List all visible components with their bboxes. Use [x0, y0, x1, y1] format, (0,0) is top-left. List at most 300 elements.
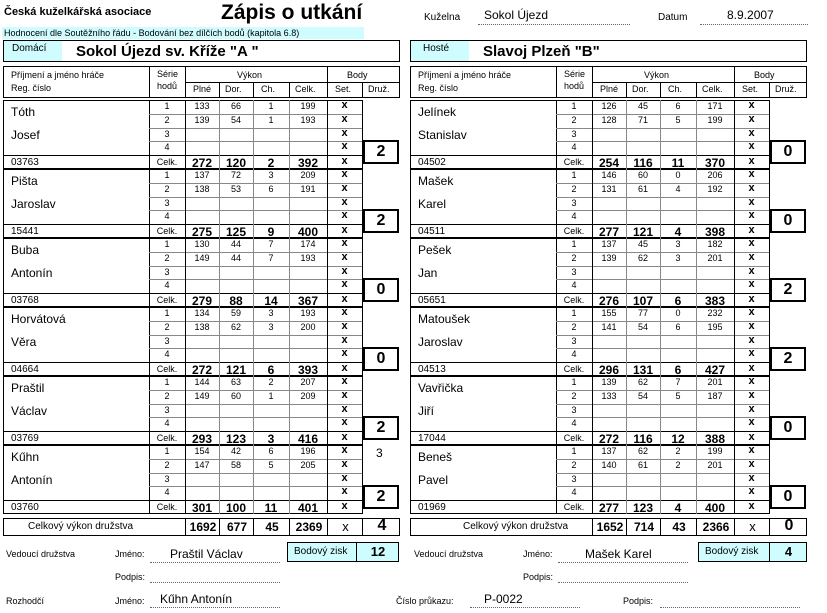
home-series-value: 62: [230, 322, 241, 332]
home-player-total-label: Celk.: [156, 226, 178, 236]
home-player-total-value: 88: [229, 294, 243, 308]
home-player-total-value: 2: [267, 156, 275, 170]
home-label: Domácí: [4, 41, 62, 61]
venue-value: Sokol Újezd: [484, 8, 549, 22]
away-label: Hosté: [411, 41, 469, 61]
home-series-value: 205: [300, 460, 316, 470]
away-player-total-value: 383: [704, 294, 726, 308]
away-series-value: 201: [707, 460, 723, 470]
away-set-mark: x: [748, 140, 755, 152]
home-series-number: 4: [164, 349, 170, 359]
home-series-number: 2: [164, 184, 170, 194]
home-full-header: Plné: [193, 84, 212, 94]
away-series-number: 2: [571, 184, 577, 194]
away-player-firstname: Jan: [418, 266, 438, 280]
home-set-header: Set.: [335, 84, 352, 94]
home-points-gain: [287, 542, 399, 562]
card-number-label: Číslo průkazu:: [396, 596, 454, 606]
home-series-value: 66: [230, 101, 241, 111]
home-player-total-value: 392: [297, 156, 319, 170]
away-set-mark: x: [748, 416, 755, 428]
away-set-mark: x: [748, 347, 755, 359]
home-series-number: 1: [164, 101, 170, 111]
away-series-value: 61: [637, 184, 648, 194]
date-value: 8.9.2007: [727, 8, 774, 22]
away-player-total-value: 296: [598, 363, 620, 377]
away-series-value: 71: [637, 115, 648, 125]
away-gain-label: Bodový zisk: [705, 546, 759, 557]
home-series-value: 139: [194, 115, 210, 125]
org-name: Česká kuželkářská asociace: [4, 6, 152, 18]
home-series-number: 4: [164, 142, 170, 152]
away-set-mark: x: [748, 458, 755, 470]
away-series-number: 1: [571, 239, 577, 249]
home-series-value: 59: [230, 308, 241, 318]
away-series-value: 61: [637, 460, 648, 470]
home-team-total-label: Celkový výkon družstva: [28, 521, 134, 532]
home-player-total-value: 416: [297, 432, 319, 446]
home-set-mark: x: [341, 458, 348, 470]
home-player-total-label: Celk.: [156, 433, 178, 443]
away-player-total-value: 131: [632, 363, 654, 377]
home-team-set-mark: x: [342, 519, 349, 534]
away-set-mark: x: [748, 155, 755, 167]
home-series-value: 58: [230, 460, 241, 470]
away-player-total-value: 276: [598, 294, 620, 308]
home-player-total-value: 3: [267, 432, 275, 446]
home-series-value: 193: [300, 115, 316, 125]
away-series-number: 2: [571, 115, 577, 125]
away-series-number: 4: [571, 487, 577, 497]
home-player-total-value: 14: [264, 294, 278, 308]
away-player-reg-number: 01969: [418, 502, 446, 513]
home-series-value: 138: [194, 184, 210, 194]
away-player-block: [410, 445, 807, 514]
home-series-number: 4: [164, 280, 170, 290]
home-player-block: [3, 238, 400, 307]
home-series-number: 4: [164, 487, 170, 497]
home-player-surname: Praštil: [11, 381, 45, 395]
home-series-value: 54: [230, 115, 241, 125]
away-player-surname: Beneš: [418, 450, 453, 464]
away-series-number: 3: [571, 198, 577, 208]
away-player-total-value: 400: [704, 501, 726, 515]
home-series-header: Série: [157, 69, 179, 79]
away-miss-header: Ch.: [668, 84, 683, 94]
home-series-value: 199: [300, 101, 316, 111]
away-series-value: 137: [601, 239, 617, 249]
away-series-value: 139: [601, 377, 617, 387]
away-series-value: 133: [601, 391, 617, 401]
away-player-total-value: 12: [671, 432, 685, 446]
away-set-mark: x: [748, 182, 755, 194]
away-set-mark: x: [748, 209, 755, 221]
referee-label: Rozhodčí: [6, 596, 45, 606]
away-player-total-value: 277: [598, 225, 620, 239]
away-player-firstname: Jaroslav: [418, 335, 463, 349]
away-player-total-value: 388: [704, 432, 726, 446]
home-leader-name: Praštil Václav: [170, 547, 243, 561]
away-player-total-label: Celk.: [563, 295, 585, 305]
away-sign-label: Podpis:: [523, 572, 554, 582]
home-team-box: [3, 40, 400, 62]
away-team-total-value: 1652: [596, 520, 624, 534]
away-player-points: 0: [770, 140, 806, 164]
away-series-value: 45: [637, 239, 648, 249]
away-set-mark: x: [748, 113, 755, 125]
away-series-value: 195: [707, 322, 723, 332]
away-series-value: 6: [675, 101, 681, 111]
home-gain-label: Bodový zisk: [294, 546, 348, 557]
home-series-value: 42: [230, 446, 241, 456]
home-player-total-value: 272: [191, 363, 213, 377]
home-player-total-value: 293: [191, 432, 213, 446]
away-player-firstname: Karel: [418, 197, 447, 211]
away-player-reg-number: 04511: [418, 226, 446, 237]
home-player-total-value: 123: [225, 432, 247, 446]
away-series-number: 4: [571, 211, 577, 221]
home-series-number: 3: [164, 129, 170, 139]
home-set-mark: x: [341, 375, 348, 387]
away-series-value: 171: [707, 101, 723, 111]
away-series-value: 131: [601, 184, 617, 194]
home-player-total-value: 279: [191, 294, 213, 308]
home-series-value: 72: [230, 170, 241, 180]
away-player-block: [410, 376, 807, 445]
home-player-total-value: 120: [225, 156, 247, 170]
away-series-value: 3: [675, 239, 681, 249]
home-series-value: 193: [300, 253, 316, 263]
home-set-mark: x: [341, 209, 348, 221]
away-series-value: 62: [637, 253, 648, 263]
home-series-value: 209: [300, 170, 316, 180]
away-player-firstname: Jiří: [418, 404, 434, 418]
away-reg-number-header: Reg. číslo: [418, 83, 459, 93]
home-series-value: 174: [300, 239, 316, 249]
away-series-value: 141: [601, 322, 617, 332]
away-player-firstname: Pavel: [418, 473, 449, 487]
home-player-total-label: Celk.: [156, 502, 178, 512]
away-set-mark: x: [748, 334, 755, 346]
away-score-table: [410, 66, 807, 539]
away-series-value: 201: [707, 377, 723, 387]
home-set-mark: x: [341, 182, 348, 194]
away-series-number: 4: [571, 142, 577, 152]
away-set-mark: x: [748, 224, 755, 236]
away-series-value: 0: [675, 170, 681, 180]
referee-name: Kűhn Antonín: [160, 592, 233, 606]
home-player-total-value: 275: [191, 225, 213, 239]
home-set-mark: x: [341, 334, 348, 346]
referee-name-label: Jméno:: [115, 596, 145, 606]
home-player-reg-number: 03769: [11, 433, 39, 444]
away-set-mark: x: [748, 168, 755, 180]
away-total-header: Celk.: [702, 84, 723, 94]
home-series-value: 207: [300, 377, 316, 387]
away-player-total-value: 272: [598, 432, 620, 446]
home-player-firstname: Václav: [11, 404, 48, 418]
home-gain-value: 12: [370, 544, 386, 559]
away-series-number: 1: [571, 308, 577, 318]
home-player-total-value: 100: [225, 501, 247, 515]
home-set-mark: x: [341, 99, 348, 111]
away-series-value: 199: [707, 115, 723, 125]
home-player-total-value: 400: [297, 225, 319, 239]
away-player-block: [410, 169, 807, 238]
away-player-total-value: 107: [632, 294, 654, 308]
home-series-value: 144: [194, 377, 210, 387]
away-series-value: 60: [637, 170, 648, 180]
away-player-reg-number: 17044: [418, 433, 446, 444]
away-player-total-value: 6: [674, 363, 682, 377]
home-player-total-label: Celk.: [156, 295, 178, 305]
away-team-box: [410, 40, 807, 62]
home-set-mark: x: [341, 500, 348, 512]
away-player-total-value: 123: [632, 501, 654, 515]
away-set-mark: x: [748, 362, 755, 374]
referee-sign-label: Podpis:: [623, 596, 654, 606]
home-player-total-value: 6: [267, 363, 275, 377]
away-player-surname: Mašek: [418, 174, 454, 188]
home-player-reg-number: 03763: [11, 157, 39, 168]
away-player-block: [410, 307, 807, 376]
home-handwritten-note: 3: [376, 446, 383, 460]
away-set-mark: x: [748, 306, 755, 318]
away-series-value: 155: [601, 308, 617, 318]
home-player-firstname: Antonín: [11, 473, 53, 487]
away-set-mark: x: [748, 251, 755, 263]
away-set-mark: x: [748, 431, 755, 443]
home-series-value: 137: [194, 170, 210, 180]
home-player-total-value: 9: [267, 225, 275, 239]
away-series-number: 3: [571, 474, 577, 484]
home-total-header: Celk.: [295, 84, 316, 94]
away-leader-label: Vedoucí družstva: [414, 549, 484, 559]
away-series-value: 2: [675, 446, 681, 456]
away-player-total-value: 254: [598, 156, 620, 170]
home-player-name-header: Příjmení a jméno hráče: [11, 70, 105, 80]
away-series-value: 232: [707, 308, 723, 318]
away-series-number: 2: [571, 460, 577, 470]
away-series-value: 146: [601, 170, 617, 180]
home-player-firstname: Josef: [11, 128, 40, 142]
home-reg-number-header: Reg. číslo: [11, 83, 52, 93]
home-set-mark: x: [341, 403, 348, 415]
away-set-mark: x: [748, 196, 755, 208]
home-set-mark: x: [341, 485, 348, 497]
home-team-total-value: 677: [226, 520, 248, 534]
home-player-surname: Buba: [11, 243, 40, 257]
home-team-total-row: [3, 518, 400, 536]
away-player-points: 0: [770, 209, 806, 233]
home-player-block: [3, 307, 400, 376]
home-series-value: 7: [268, 253, 274, 263]
home-series-number: 3: [164, 267, 170, 277]
away-team-total-value: 714: [633, 520, 655, 534]
home-series-value: 1: [268, 101, 274, 111]
home-set-mark: x: [341, 444, 348, 456]
away-series-value: 45: [637, 101, 648, 111]
away-set-mark: x: [748, 320, 755, 332]
away-player-surname: Pešek: [418, 243, 452, 257]
home-player-reg-number: 03768: [11, 295, 39, 306]
away-player-firstname: Stanislav: [418, 128, 467, 142]
home-series-value: 44: [230, 253, 241, 263]
home-series-value: 138: [194, 322, 210, 332]
home-team-name: Sokol Újezd sv. Kříže "A ": [76, 43, 259, 60]
home-leader-name-label: Jméno:: [115, 549, 145, 559]
home-set-mark: x: [341, 155, 348, 167]
away-player-points: 2: [770, 278, 806, 302]
home-set-mark: x: [341, 306, 348, 318]
away-player-name-header: Příjmení a jméno hráče: [418, 70, 512, 80]
card-number: P-0022: [484, 592, 523, 606]
away-series-number: 3: [571, 336, 577, 346]
home-series-header-2: hodů: [157, 81, 178, 91]
home-series-value: 134: [194, 308, 210, 318]
away-team-set-mark: x: [749, 519, 756, 534]
away-series-value: 62: [637, 377, 648, 387]
home-set-mark: x: [341, 196, 348, 208]
home-set-mark: x: [341, 472, 348, 484]
home-series-number: 3: [164, 474, 170, 484]
away-set-mark: x: [748, 389, 755, 401]
home-series-number: 4: [164, 418, 170, 428]
away-set-mark: x: [748, 472, 755, 484]
home-series-value: 3: [268, 170, 274, 180]
home-player-surname: Tóth: [11, 105, 36, 119]
away-series-value: 206: [707, 170, 723, 180]
away-series-value: 0: [675, 308, 681, 318]
away-player-total-label: Celk.: [563, 502, 585, 512]
home-set-mark: x: [341, 140, 348, 152]
date-label: Datum: [658, 12, 688, 23]
home-series-number: 4: [164, 211, 170, 221]
away-full-header: Plné: [600, 84, 619, 94]
away-player-total-value: 4: [674, 501, 682, 515]
home-series-value: 147: [194, 460, 210, 470]
home-set-mark: x: [341, 278, 348, 290]
away-player-total-value: 427: [704, 363, 726, 377]
home-set-mark: x: [341, 347, 348, 359]
away-series-value: 2: [675, 460, 681, 470]
away-player-total-value: 277: [598, 501, 620, 515]
away-series-value: 77: [637, 308, 648, 318]
away-series-value: 6: [675, 322, 681, 332]
home-set-mark: x: [341, 224, 348, 236]
home-series-value: 44: [230, 239, 241, 249]
home-series-value: 196: [300, 446, 316, 456]
away-series-number: 4: [571, 418, 577, 428]
home-team-points: 4: [377, 517, 387, 534]
home-series-value: 154: [194, 446, 210, 456]
home-series-number: 3: [164, 336, 170, 346]
away-series-value: 128: [601, 115, 617, 125]
away-series-number: 3: [571, 129, 577, 139]
home-team-points-header: Druž.: [368, 84, 390, 94]
home-series-value: 191: [300, 184, 316, 194]
away-set-mark: x: [748, 265, 755, 277]
home-set-mark: x: [341, 251, 348, 263]
venue-label: Kuželna: [424, 12, 461, 23]
home-player-reg-number: 15441: [11, 226, 39, 237]
away-player-reg-number: 04513: [418, 364, 446, 375]
home-player-surname: Pišta: [11, 174, 38, 188]
home-series-value: 1: [268, 115, 274, 125]
away-set-mark: x: [748, 500, 755, 512]
home-player-reg-number: 04664: [11, 364, 39, 375]
away-set-mark: x: [748, 99, 755, 111]
home-series-number: 1: [164, 170, 170, 180]
away-team-total-label: Celkový výkon družstva: [463, 521, 569, 532]
home-player-points: 0: [363, 347, 399, 371]
home-score-table: [3, 66, 400, 539]
home-series-value: 130: [194, 239, 210, 249]
away-team-total-value: 2366: [702, 520, 730, 534]
home-series-value: 193: [300, 308, 316, 318]
away-performance-header: Výkon: [644, 70, 670, 80]
away-series-value: 182: [707, 239, 723, 249]
home-clear-header: Dor.: [225, 84, 242, 94]
home-player-total-value: 11: [264, 501, 278, 515]
away-series-number: 3: [571, 405, 577, 415]
home-series-value: 3: [268, 322, 274, 332]
away-player-surname: Jelínek: [418, 105, 457, 119]
away-gain-value: 4: [784, 544, 793, 559]
home-series-value: 209: [300, 391, 316, 401]
home-player-total-value: 401: [297, 501, 319, 515]
home-series-number: 1: [164, 308, 170, 318]
away-series-value: 199: [707, 446, 723, 456]
away-set-mark: x: [748, 293, 755, 305]
home-player-total-value: 393: [297, 363, 319, 377]
home-points-header: Body: [347, 70, 368, 80]
home-series-number: 2: [164, 115, 170, 125]
away-series-number: 2: [571, 322, 577, 332]
away-series-header-2: hodů: [564, 81, 585, 91]
home-series-number: 1: [164, 446, 170, 456]
home-team-total-value: 1692: [189, 520, 217, 534]
home-series-value: 53: [230, 184, 241, 194]
home-player-total-value: 272: [191, 156, 213, 170]
away-points-header: Body: [754, 70, 775, 80]
home-series-value: 149: [194, 391, 210, 401]
away-series-number: 2: [571, 253, 577, 263]
home-player-total-value: 125: [225, 225, 247, 239]
home-player-total-label: Celk.: [156, 364, 178, 374]
home-player-firstname: Antonín: [11, 266, 53, 280]
away-team-total-value: 43: [672, 520, 686, 534]
away-player-total-value: 6: [674, 294, 682, 308]
away-series-value: 3: [675, 253, 681, 263]
away-series-number: 2: [571, 391, 577, 401]
home-player-reg-number: 03760: [11, 502, 39, 513]
home-series-value: 3: [268, 308, 274, 318]
home-player-total-value: 301: [191, 501, 213, 515]
away-series-value: 140: [601, 460, 617, 470]
away-player-points: 2: [770, 347, 806, 371]
home-set-mark: x: [341, 113, 348, 125]
away-team-name: Slavoj Plzeň "B": [483, 43, 600, 60]
home-series-value: 133: [194, 101, 210, 111]
home-player-total-value: 121: [225, 363, 247, 377]
home-series-value: 2: [268, 377, 274, 387]
away-player-surname: Vavřička: [418, 381, 464, 395]
home-team-total-value: 2369: [295, 520, 323, 534]
home-series-value: 6: [268, 184, 274, 194]
away-player-block: [410, 238, 807, 307]
away-series-value: 62: [637, 446, 648, 456]
